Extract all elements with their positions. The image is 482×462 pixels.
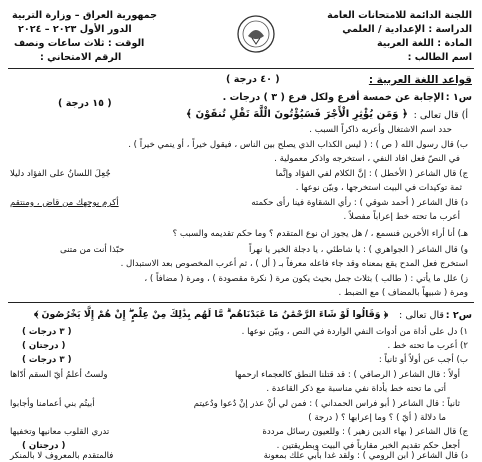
q1-instruction: الإجابة عن خمسة أفرع ولكل فرع ( ٣ ) درجات . bbox=[222, 92, 444, 103]
section-points: ( ٤٠ درجة ) bbox=[226, 74, 280, 85]
q2-d-verse-a: د) قال الشاعر ( ابن الرومي ) : ولقد غدا بأبي علك بمعونة bbox=[263, 451, 468, 461]
q1-g-line2: ومرة ( شبيهاً بالمضاف ) مع الضبط . bbox=[338, 288, 468, 298]
committee-line: اللجنة الدائمة للامتحانات العامة bbox=[327, 10, 472, 21]
exam-number-label: الرقم الامتحاني : bbox=[40, 52, 122, 63]
q1-f-note: استخرج فعل المدح يقع بمعناه وقد جاء فاعله معرفاً بـ ( أل ) ، ثم أعرب المخصوص بعد الاستبدال . bbox=[120, 259, 468, 269]
q2-item3-points: ( ٣ درجات ) bbox=[22, 355, 72, 365]
q2-item1: ١) دل على أداة من أدوات النفي الواردة في النص ، وبيّن نوعها . bbox=[241, 327, 468, 337]
q1-b-note: في النصّ فعل افاد النفي ، استخرجه واذكر معمولية . bbox=[274, 154, 460, 164]
q2-item2-points: ( درجتان ) bbox=[22, 341, 66, 351]
q1-f-verse-a: و) قال الشاعر ( الجواهري ) : يا شاطئي ، يا دجلة الخير يا نهراً bbox=[248, 245, 468, 255]
q2-first-verse-a: أولاً : قال الشاعر ( الرصافي ) : قد قتلنا النطق كالعجماء ارحمها bbox=[234, 370, 460, 380]
q1-a-quran: ﴿ وَمَن يُؤْثِرِ الْأَجْرَ فَسَيُؤْتُونَ الْلَّهَ تَقْلِ تُنقَوْنَ ﴾ bbox=[185, 109, 408, 120]
q2-intro: قال تعالى : bbox=[399, 310, 444, 321]
q1-divider bbox=[8, 302, 474, 303]
q2-second-note: ما دلالة ( أيّ ) ؟ وما إعرابها ؟ ( درجة ) bbox=[308, 413, 446, 423]
q1-d-note: أعرب ما تحته خط إعراباً مفصلاً . bbox=[343, 212, 460, 222]
q1-d-verse-b: أكرم بوجهك من قاض ، ومنتقم bbox=[10, 198, 119, 208]
q2-j-note: أجعل حكم تقديم الخبر مقارباً في البيت وبطريقتين . bbox=[276, 441, 460, 451]
republic-line: جمهورية العراق – وزارة التربية bbox=[12, 10, 158, 21]
q1-c-verse-b: جُعِلَ اللسانُ على الفؤاد دليلا bbox=[10, 169, 111, 179]
q2-second-verse-b: أبيتُم بني أعمامنا وأجابوا bbox=[10, 399, 95, 409]
q1-c-verse-a: ج) قال الشاعر ( الأخطل ) : إنَّ الكلام لفي الفؤاد وإنَّما bbox=[275, 169, 468, 179]
header-divider bbox=[8, 68, 474, 69]
q2-first-verse-b: ولستُ أعلمُ أيّ السقم أدّاها bbox=[10, 370, 108, 380]
ministry-seal-icon bbox=[236, 14, 276, 54]
q1-e-line: هـ) أنا أراء الأخرين فنسمع ، / هل يجوز ان نوع المتقدم ؟ وما حكم تقديمه والسبب ؟ bbox=[172, 229, 468, 239]
q1-b-line: ب) قال رسول الله ( ص ) : ( ليس الكذاب الذي يصلح بين الناس ، فيقول خيراً ، أو ينمي خيراً ) . bbox=[128, 140, 468, 150]
study-line: الدراسة : الإعدادية / العلمي bbox=[342, 24, 472, 35]
q1-f-verse-b: حبّذا أنت من متنى bbox=[60, 245, 125, 255]
round-line: الدور الأول ٢٠٢٣ – ٢٠٢٤ bbox=[18, 24, 132, 35]
time-line: الوقت : ثلاث ساعات ونصف bbox=[14, 38, 145, 49]
q1-g-line: ز) علل ما يأتي : ( طالب ) بثلاث جمل بحيث يكون مرة ( نكرة مقصودة ) ، ومرة ( مضافاً ) ، bbox=[144, 274, 468, 284]
q2-item1-points: ( ٣ درجات ) bbox=[22, 327, 72, 337]
q2-label: س٢ : bbox=[445, 310, 472, 321]
subject-line: المادة : اللغة العربية bbox=[376, 38, 472, 49]
q1-points: ( ١٥ درجة ) bbox=[58, 98, 112, 109]
q2-quran: ﴿ وَقَالُوا لَوْ شَاءَ الرَّحْمَٰنُ مَا عَبَدْنَاهُم ۗ مَّا لَهُم بِذَٰلِكَ مِنْ عِلْمٍ ۖ إِنْ هُمْ إِلَّا يَخْرُصُونَ ﴾ bbox=[34, 309, 388, 320]
q1-label: س١ : bbox=[445, 92, 472, 103]
q2-item3: ب) أجب عن أولاً أو ثانياً : bbox=[378, 355, 468, 365]
q1-a-intro: أ) قال تعالى : bbox=[413, 110, 468, 121]
q2-item2: ٢) أعرب ما تحته خط . bbox=[387, 341, 468, 351]
q1-d-verse-a: د) قال الشاعر ( أحمد شوقي ) : رأي الشقاوة فينا رأى حكمته bbox=[251, 198, 468, 208]
q1-a-note: حدد اسم الاشتغال وأعربه ذاكراً السبب . bbox=[309, 125, 452, 135]
q2-j-verse-a: ج) قال الشاعر ( بهاء الدين زهير ) : وللعيون رسائل مرددة bbox=[262, 427, 468, 437]
section-title: قواعد اللغة العربية : bbox=[368, 74, 472, 86]
student-name-label: اسم الطالب : bbox=[407, 52, 472, 63]
q2-d-verse-b: فالمتقدم بالمعروف لا بالمنكر bbox=[10, 451, 114, 461]
q2-second-verse-a: ثانياً : قال الشاعر ( أبو فراس الحمداني ) : فمن لي أنْ عذر إنْ دُعوا ودُعيتم bbox=[193, 399, 460, 409]
q1-c-note: ثمة توكيدات في البيت استخرجها ، وبيّن نوعها . bbox=[295, 183, 462, 193]
q2-first-note: أتى ما تحته خط بأداة نفي مناسبة مع ذكر القاعدة . bbox=[266, 384, 446, 394]
q2-j-points: ( درجتان ) bbox=[22, 441, 66, 451]
q2-j-verse-b: تدري القلوب معانيها وتخفيها bbox=[10, 427, 110, 437]
